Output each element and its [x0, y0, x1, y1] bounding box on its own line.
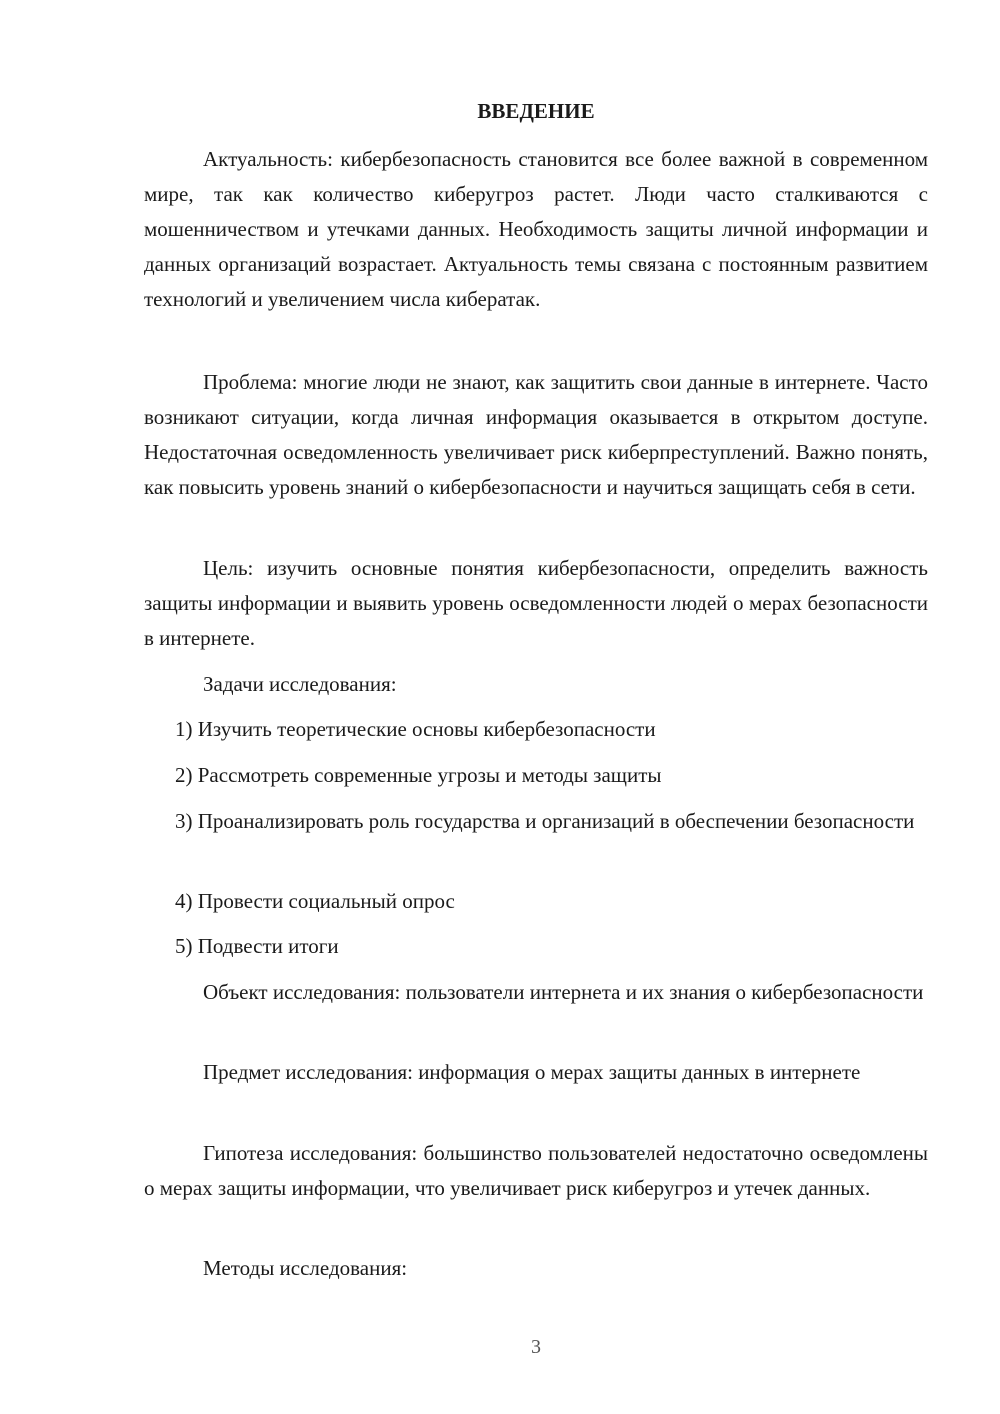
task-item: 1) Изучить теоретические основы кибербезопасности: [175, 717, 656, 741]
page-number: 3: [531, 1336, 541, 1358]
task-item: 5) Подвести итоги: [175, 934, 339, 958]
relevance-paragraph: Актуальность: кибербезопасность становится все более важной в современном мире, так как количество киберугроз растет. Люди часто сталкиваются с мошенничеством и утечками данных. Необходимость защиты личной информации и данных организаций возрастает. Актуальность темы связана с постоянным развитием технологий и увеличением числа кибератак.: [144, 147, 928, 311]
task-item: 3) Проанализировать роль государства и организаций в обеспечении безопасности: [175, 809, 915, 833]
hypothesis-paragraph: Гипотеза исследования: большинство пользователей недостаточно осведомлены о мерах защиты информации, что увеличивает риск киберугроз и утечек данных.: [144, 1141, 928, 1200]
problem-paragraph: Проблема: многие люди не знают, как защитить свои данные в интернете. Часто возникают ситуации, когда личная информация оказывается в открытом доступе. Недостаточная осведомленность увеличивает риск киберпреступлений. Важно понять, как повысить уровень знаний о кибербезопасности и научиться защищать себя в сети.: [144, 370, 928, 499]
goal-paragraph: Цель: изучить основные понятия кибербезопасности, определить важность защиты информации и выявить уровень осведомленности людей о мерах безопасности в интернете.: [144, 556, 928, 650]
object-paragraph: Объект исследования: пользователи интернета и их знания о кибербезопасности: [203, 980, 924, 1004]
task-item: 4) Провести социальный опрос: [175, 889, 455, 913]
task-item: 2) Рассмотреть современные угрозы и методы защиты: [175, 763, 662, 787]
tasks-heading: Задачи исследования:: [203, 672, 397, 696]
page-title: ВВЕДЕНИЕ: [477, 99, 595, 123]
methods-heading: Методы исследования:: [203, 1256, 408, 1280]
subject-paragraph: Предмет исследования: информация о мерах защиты данных в интернете: [203, 1060, 861, 1084]
